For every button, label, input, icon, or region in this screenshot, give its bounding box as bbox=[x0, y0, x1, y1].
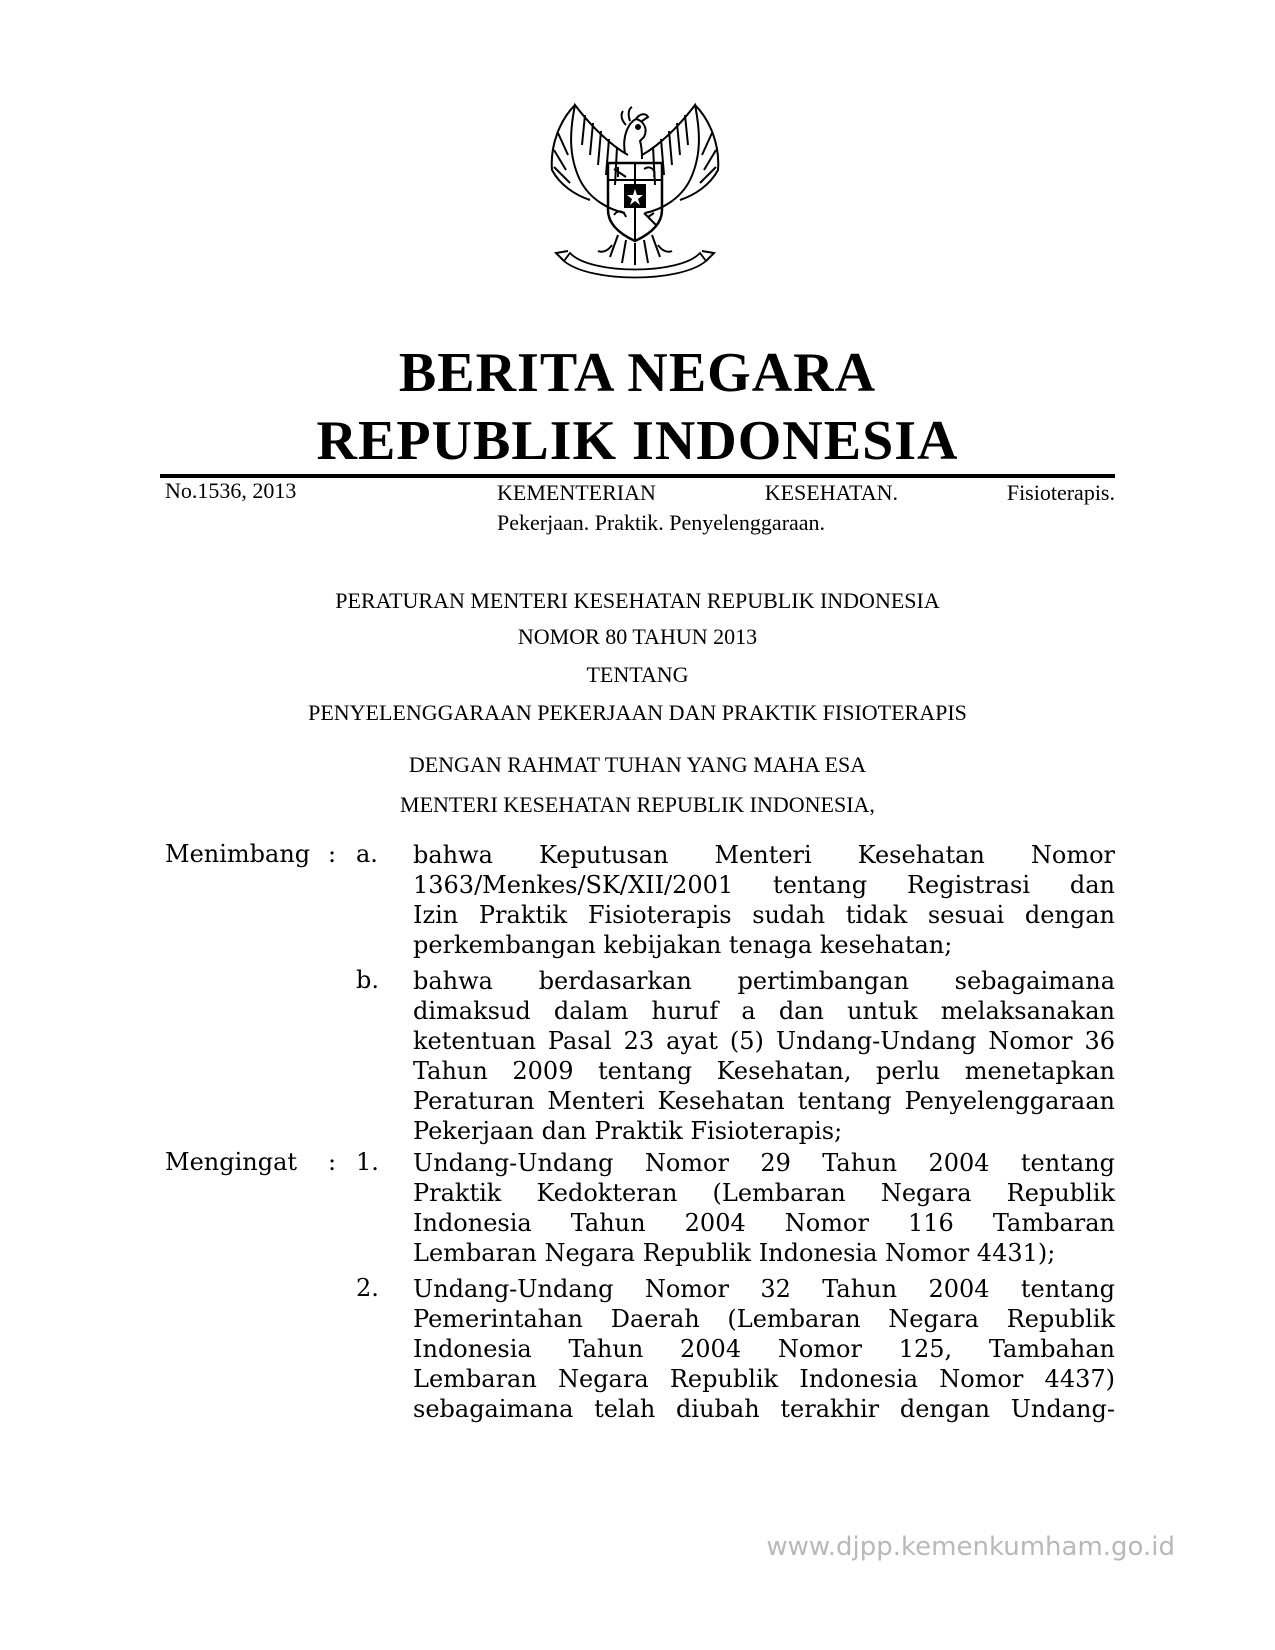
mengingat-marker-2: 2. bbox=[356, 1274, 379, 1302]
menimbang-marker-a: a. bbox=[356, 840, 378, 868]
preamble-invocation: DENGAN RAHMAT TUHAN YANG MAHA ESA bbox=[408, 752, 867, 777]
mengingat-item-1 bbox=[413, 1148, 1115, 1268]
masthead-title-line2: REPUBLIK INDONESIA bbox=[316, 410, 959, 472]
menimbang-b-line: bahwa berdasarkan pertimbangan sebagaimana bbox=[413, 967, 1115, 995]
menimbang-a-line: perkembangan kebijakan tenaga kesehatan; bbox=[413, 931, 953, 959]
mengingat-1-line: Lembaran Negara Republik Indonesia Nomor 4431); bbox=[413, 1239, 1056, 1267]
menimbang-b-line: Tahun 2009 tentang Kesehatan, perlu menetapkan bbox=[413, 1057, 1115, 1085]
gazette-topic-line2: Pekerjaan. Praktik. Penyelenggaraan. bbox=[497, 510, 826, 535]
regulation-number: NOMOR 80 TAHUN 2013 bbox=[517, 624, 758, 649]
garuda-emblem-icon bbox=[530, 85, 740, 285]
garuda-emblem-svg bbox=[530, 85, 740, 285]
mengingat-item-2 bbox=[413, 1274, 1115, 1424]
mengingat-2-line: Undang-Undang Nomor 32 Tahun 2004 tentang bbox=[413, 1275, 1115, 1303]
menimbang-colon: : bbox=[328, 840, 337, 868]
source-watermark: www.djpp.kemenkumham.go.id bbox=[766, 1532, 1175, 1562]
menimbang-label: Menimbang bbox=[165, 840, 311, 868]
gazette-number: No.1536, 2013 bbox=[165, 478, 297, 503]
mengingat-2-line: sebagaimana telah diubah terakhir dengan Undang- bbox=[413, 1395, 1115, 1423]
mengingat-1-line: Undang-Undang Nomor 29 Tahun 2004 tentang bbox=[413, 1149, 1115, 1177]
mengingat-marker-1: 1. bbox=[356, 1148, 379, 1176]
menimbang-b-line: ketentuan Pasal 23 ayat (5) Undang-Undang Nomor 36 bbox=[413, 1027, 1115, 1055]
menimbang-b-line: Pekerjaan dan Praktik Fisioterapis; bbox=[413, 1117, 843, 1145]
mengingat-colon: : bbox=[328, 1148, 337, 1176]
menimbang-a-line: Izin Praktik Fisioterapis sudah tidak sesuai dengan bbox=[413, 901, 1115, 929]
menimbang-a-line: bahwa Keputusan Menteri Kesehatan Nomor bbox=[413, 841, 1115, 869]
regulation-subject: PENYELENGGARAAN PEKERJAAN DAN PRAKTIK FISIOTERAPIS bbox=[308, 700, 967, 725]
mengingat-label: Mengingat bbox=[165, 1148, 298, 1176]
menimbang-marker-b: b. bbox=[356, 966, 379, 994]
menimbang-b-line: dimaksud dalam huruf a dan untuk melaksanakan bbox=[413, 997, 1115, 1025]
menimbang-item-a bbox=[413, 840, 1115, 960]
mengingat-2-line: Pemerintahan Daerah (Lembaran Negara Republik bbox=[413, 1305, 1115, 1333]
menimbang-b-line: Peraturan Menteri Kesehatan tentang Penyelenggaraan bbox=[413, 1087, 1115, 1115]
menimbang-item-b bbox=[413, 966, 1115, 1146]
preamble-authority: MENTERI KESEHATAN REPUBLIK INDONESIA, bbox=[400, 792, 875, 817]
menimbang-a-line: 1363/Menkes/SK/XII/2001 tentang Registrasi dan bbox=[413, 871, 1115, 899]
mengingat-2-line: Lembaran Negara Republik Indonesia Nomor 4437) bbox=[413, 1365, 1115, 1393]
gazette-topic bbox=[497, 478, 1115, 538]
gazette-topic-line1: KEMENTERIAN KESEHATAN. Fisioterapis. bbox=[497, 480, 1115, 505]
mengingat-1-line: Praktik Kedokteran (Lembaran Negara Republik bbox=[413, 1179, 1115, 1207]
masthead-title-line1: BERITA NEGARA bbox=[398, 342, 877, 404]
regulation-about: TENTANG bbox=[586, 662, 689, 687]
mengingat-2-line: Indonesia Tahun 2004 Nomor 125, Tambahan bbox=[413, 1335, 1115, 1363]
regulation-title: PERATURAN MENTERI KESEHATAN REPUBLIK INDONESIA bbox=[335, 588, 940, 613]
mengingat-1-line: Indonesia Tahun 2004 Nomor 116 Tambaran bbox=[413, 1209, 1115, 1237]
